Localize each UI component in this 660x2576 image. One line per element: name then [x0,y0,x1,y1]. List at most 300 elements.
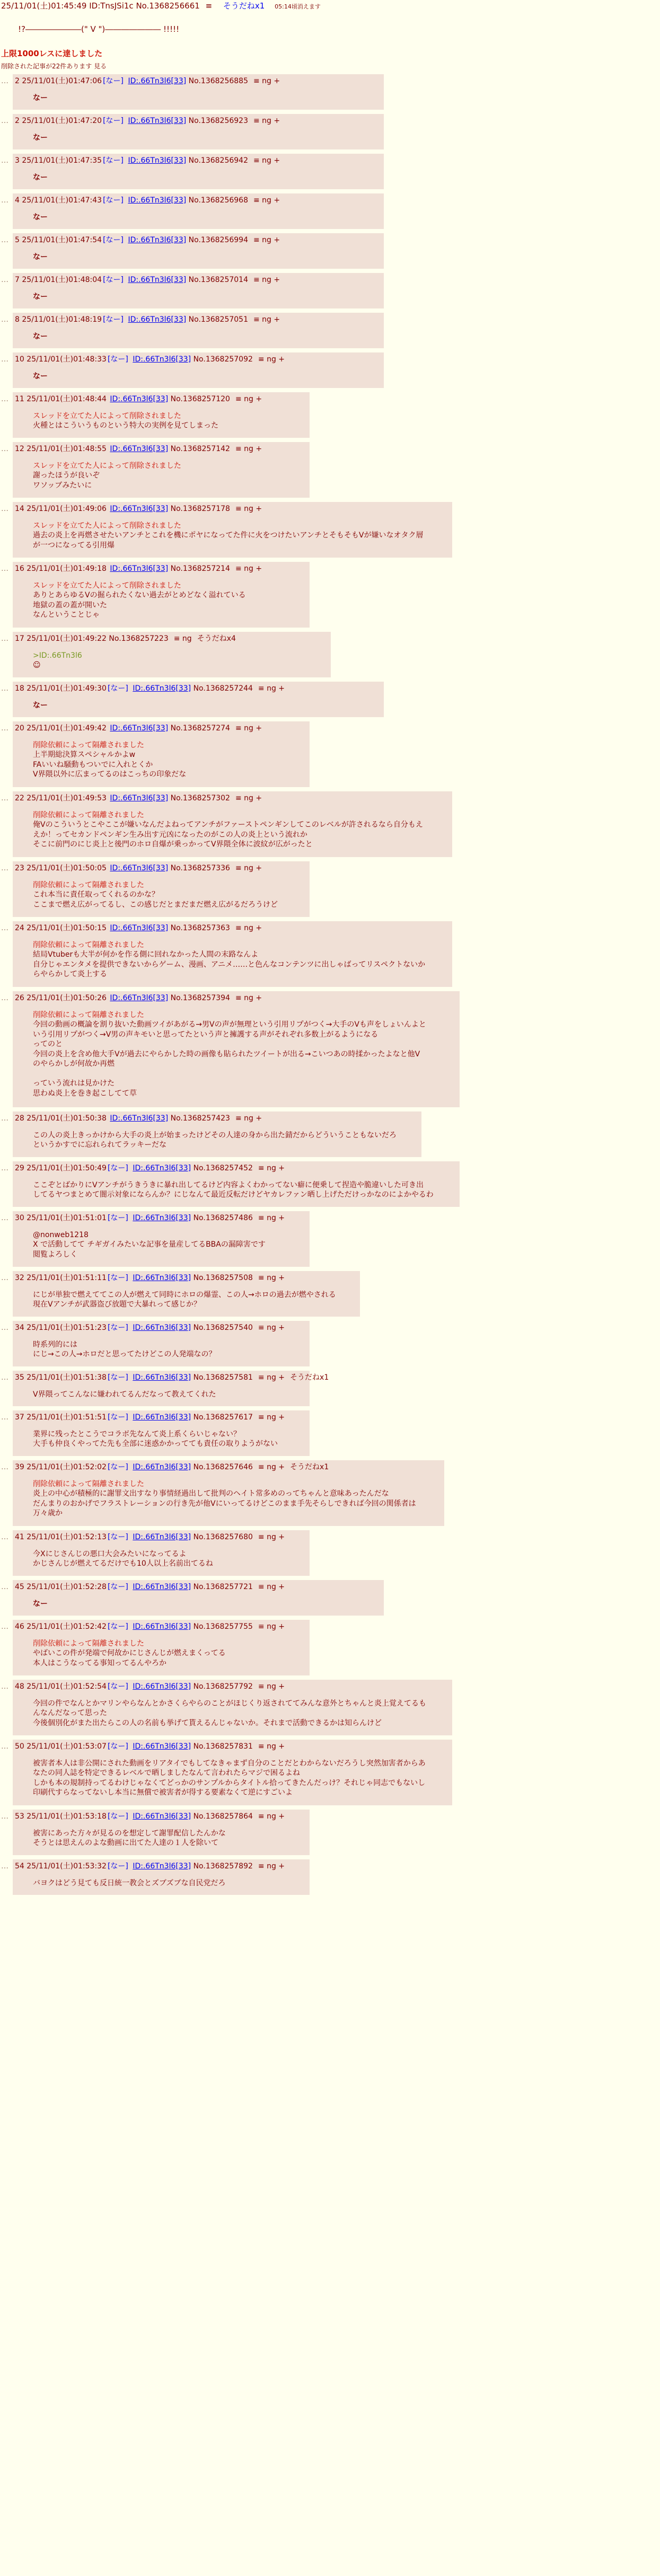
reply-header [15,444,262,454]
reply-box [13,562,310,628]
reply-number: 30 [15,1214,24,1222]
reply-actions[interactable]: ≡ ng + [253,196,280,205]
reply-box [13,392,310,438]
reply-body-line: なー [33,173,48,182]
reply-id[interactable]: ID:.66Tn3l6[33] [110,994,169,1002]
reply-actions[interactable]: ≡ ng + [258,1862,285,1871]
reply-indent-marker: … [1,276,8,284]
reply-actions[interactable]: ≡ ng [173,634,192,643]
reply-naa-tag[interactable]: [なー] [103,77,124,85]
reply-row [0,1740,660,1805]
reply-soudane-button[interactable]: そうだねx1 [290,1463,329,1471]
reply-id[interactable]: ID:.66Tn3l6[33] [133,1862,191,1871]
reply-actions[interactable]: ≡ ng + [253,276,280,284]
reply-actions[interactable]: ≡ ng + [258,1373,285,1382]
reply-body-line: っていう流れは見かけた [33,1079,115,1088]
reply-id[interactable]: ID:.66Tn3l6[33] [133,1622,191,1631]
reply-header [15,1742,285,1751]
reply-date: 25/11/01(土)01:48:19 [22,315,102,324]
reply-box [13,682,384,717]
reply-date: 25/11/01(土)01:51:51 [27,1413,107,1422]
reply-id[interactable]: ID:.66Tn3l6[33] [110,924,169,932]
reply-date: 25/11/01(土)01:49:22 [27,634,107,643]
reply-id[interactable]: ID:.66Tn3l6[33] [133,1812,191,1821]
reply-header [15,275,280,285]
reply-no[interactable]: No.1368257831 [193,1742,253,1751]
reply-box [13,1211,310,1267]
reply-number: 26 [15,994,24,1002]
reply-row [0,861,660,917]
reply-body-line: が一つになってる引用爆 [33,541,115,550]
reply-naa-tag[interactable]: [なー] [107,1742,128,1751]
reply-number: 14 [15,505,24,513]
reply-row [0,1460,660,1526]
reply-body-line: だんまりのおかげでフラストレーションの行き先が他Vにいってるけどこのまま手先そらしできれば今回の関係者は [33,1499,416,1508]
reply-row [0,273,660,308]
reply-naa-tag[interactable]: [なー] [103,156,124,165]
reply-actions[interactable]: ≡ ng + [253,236,280,244]
reply-id[interactable]: ID:.66Tn3l6[33] [133,1373,191,1382]
reply-row [0,721,660,787]
reply-row [0,154,660,189]
reply-box [13,1410,310,1456]
reply-indent-marker: … [1,1164,8,1172]
reply-box [13,1321,310,1366]
reply-row [0,1371,660,1406]
reply-body [33,411,218,431]
reply-number: 10 [15,355,24,364]
reply-box [13,193,384,229]
reply-row [0,1810,660,1855]
reply-actions[interactable]: ≡ ng + [258,1622,285,1631]
reply-id[interactable]: ID:.66Tn3l6[33] [128,196,187,205]
reply-indent-marker: … [1,315,8,324]
reply-body [33,1878,225,1888]
reply-row [0,1111,660,1157]
reply-naa-tag[interactable]: [なー] [103,315,124,324]
reply-box [13,233,384,269]
reply-soudane-button[interactable]: そうだねx1 [290,1373,329,1382]
reply-date: 25/11/01(土)01:48:04 [22,276,102,284]
reply-indent-marker: … [1,156,8,165]
reply-naa-tag[interactable]: [なー] [107,1682,128,1691]
reply-naa-tag[interactable]: [なー] [107,1373,128,1382]
reply-body-line: 地獄の蓋の蓋が開いた [33,601,107,610]
reply-naa-tag[interactable]: [なー] [107,1324,128,1332]
reply-no[interactable]: No.1368257336 [170,864,230,872]
reply-actions[interactable]: ≡ ng + [235,924,262,932]
reply-row [0,313,660,348]
reply-naa-tag[interactable]: [なー] [107,1274,128,1282]
reply-indent-marker: … [1,684,8,693]
reply-body-line: そうとは思えんのよな動画に出てた人達の１人を除いて [33,1839,218,1848]
reply-number: 23 [15,864,24,872]
reply-body [33,213,48,222]
reply-id[interactable]: ID:.66Tn3l6[33] [133,1533,191,1541]
reply-body-line: 削除依頼によって隔離されました [33,1639,144,1648]
reply-no[interactable]: No.1368257792 [193,1682,253,1691]
reply-no[interactable]: No.1368257452 [193,1164,253,1172]
reply-indent-marker: … [1,1583,8,1591]
reply-actions[interactable]: ≡ ng + [258,684,285,693]
reply-body-line: してるヤつまとめて闇示対象にならんか？にじなんて最近反転だけどヤカレファン晒し上げただけっかなのによかやるわ [33,1190,434,1199]
reply-header [15,76,280,86]
reply-no[interactable]: No.1368257680 [193,1533,253,1541]
reply-number: 20 [15,724,24,733]
reply-indent-marker: … [1,1214,8,1222]
reply-id[interactable]: ID:.66Tn3l6[33] [133,684,191,693]
reply-id[interactable]: ID:.66Tn3l6[33] [128,156,187,165]
reply-id[interactable]: ID:.66Tn3l6[33] [128,77,187,85]
reply-body-line: なー [33,94,48,102]
reply-number: 2 [15,77,20,85]
reply-box [13,1740,452,1805]
reply-body-line: >ID:.66Tn3l6 [33,651,82,660]
reply-header [15,724,262,733]
reply-box [13,313,384,348]
reply-id[interactable]: ID:.66Tn3l6[33] [133,1742,191,1751]
reply-actions[interactable]: ≡ ng + [258,1214,285,1222]
reply-body-line: 削除依頼によって隔離されました [33,881,144,889]
reply-header [15,1812,285,1821]
reply-actions[interactable]: ≡ ng + [258,355,285,364]
reply-body-line: なー [33,332,48,341]
reply-no[interactable]: No.1368257423 [170,1114,230,1123]
reply-naa-tag[interactable]: [なー] [107,1164,128,1172]
reply-no[interactable]: No.1368256885 [188,77,248,85]
reply-no[interactable]: No.1368257142 [170,445,230,453]
reply-actions[interactable]: ≡ ng + [258,1742,285,1751]
reply-body-line: 炎上の中心が積極的に謝罪文出すなり事情経過出して批判のヘイト常多めのってちゃんと意味あったんだな [33,1489,389,1498]
reply-date: 25/11/01(土)01:50:15 [27,924,107,932]
reply-actions[interactable]: ≡ ng + [235,564,262,573]
reply-no[interactable]: No.1368257363 [170,924,230,932]
reply-date: 25/11/01(土)01:47:54 [22,236,102,244]
reply-indent-marker: … [1,355,8,364]
reply-header [15,1413,285,1422]
reply-body-line: 本人はこうなってる事知ってるんやろか [33,1658,166,1668]
reply-box [13,921,452,987]
reply-header [15,684,285,693]
op-header [1,1,658,12]
reply-indent-marker: … [1,794,8,802]
reply-body [33,1180,434,1200]
reply-actions[interactable]: ≡ ng + [258,1164,285,1172]
reply-header [15,235,280,245]
reply-naa-tag[interactable]: [なー] [107,1214,128,1222]
reply-id[interactable]: ID:.66Tn3l6[33] [128,236,187,244]
reply-body [33,372,48,381]
reply-no[interactable]: No.1368257214 [170,564,230,573]
reply-naa-tag[interactable]: [なー] [103,236,124,244]
reply-date: 25/11/01(土)01:47:06 [22,77,102,85]
reply-body-line: 閲覧よろしく [33,1250,77,1259]
reply-no[interactable]: No.1368257581 [193,1373,253,1382]
reply-naa-tag[interactable]: [なー] [103,117,124,125]
reply-row [0,502,660,558]
reply-header [15,1373,329,1382]
reply-naa-tag[interactable]: [なー] [107,1583,128,1591]
op-date: 25/11/01(土)01:45:49 [1,1,87,11]
reply-body-line: なー [33,372,48,381]
reply-actions[interactable]: ≡ ng + [258,1463,285,1471]
limit-sub-notice[interactable]: 削除された記事が22件あります 見る [1,63,107,70]
reply-id[interactable]: ID:.66Tn3l6[33] [133,1463,191,1471]
reply-no[interactable]: No.1368257721 [193,1583,253,1591]
reply-body-line: ここまで燃え広がってるし、この感じだとまだまだ燃え広がるだろうけど [33,900,278,909]
reply-no[interactable]: No.1368256994 [188,236,248,244]
reply-naa-tag[interactable]: [なー] [107,1413,128,1422]
limit-notice: 上限1000レスに達しました [1,49,103,58]
reply-no[interactable]: No.1368257092 [193,355,253,364]
reply-actions[interactable]: ≡ ng + [253,77,280,85]
reply-indent-marker: … [1,1274,8,1282]
reply-no[interactable]: No.1368257302 [170,794,230,802]
reply-id[interactable]: ID:.66Tn3l6[33] [110,1114,169,1123]
reply-body-line: 今Xにじさんじの悪口大会みたいになってるよ [33,1550,187,1558]
reply-actions[interactable]: ≡ ng + [253,156,280,165]
reply-no[interactable]: No.1368257617 [193,1413,253,1422]
reply-indent-marker: … [1,1114,8,1123]
op-soudane-button[interactable]: そうだねx1 [223,1,265,11]
reply-number: 53 [15,1812,24,1821]
reply-number: 16 [15,564,24,573]
reply-actions[interactable]: ≡ ng + [253,117,280,125]
reply-box [13,1111,421,1157]
reply-indent-marker: … [1,445,8,453]
reply-body-line: んなんだなって思った [33,1709,107,1718]
reply-body-line: 大手も仲良くやってた先も全部に迷惑かかってても責任の取りようがない [33,1440,278,1449]
reply-date: 25/11/01(土)01:51:38 [27,1373,107,1382]
reply-box [13,273,384,308]
reply-no[interactable]: No.1368257486 [193,1214,253,1222]
reply-number: 11 [15,395,24,403]
reply-row [0,193,660,229]
reply-row [0,991,660,1107]
reply-body-line: 印刷代すらなってないし本当に無償で被害者が得する要素なくて逆にすごいよ [33,1788,293,1797]
reply-body-line: なたの同人誌を特定できるレベルで晒しましたなんて言われたらマジで困るよね [33,1769,300,1778]
reply-indent-marker: … [1,724,8,733]
reply-body [33,252,48,262]
reply-no[interactable]: No.1368257223 [109,634,169,643]
reply-id[interactable]: ID:.66Tn3l6[33] [110,395,169,403]
reply-no[interactable]: No.1368257178 [170,505,230,513]
reply-date: 25/11/01(土)01:52:42 [27,1622,107,1631]
reply-naa-tag[interactable]: [なー] [103,276,124,284]
reply-body-line: ここぞとばかりにVアンチがうきうきに暴れ出してるけど内容よくわかってない癖に便乗して捏造や脆違いした可き出 [33,1181,424,1189]
op-no[interactable]: No.1368256661 [136,1,200,11]
reply-no[interactable]: No.1368257864 [193,1812,253,1821]
reply-id[interactable]: ID:.66Tn3l6[33] [110,505,169,513]
reply-number: 37 [15,1413,24,1422]
reply-body-line: にじが単独で燃えててこの人が燃えて同時にホロの爆霊、この人→ホロの過去が燃やされる [33,1291,336,1299]
reply-id[interactable]: ID:.66Tn3l6[33] [133,1274,191,1282]
reply-body-line: 俺Vのこういうとこやここが嫌いなんだよねってアンチがファーストペンギンしてこのレベルが許されるなら自分もえ [33,821,423,830]
reply-header [15,156,280,165]
reply-date: 25/11/01(土)01:52:02 [27,1463,107,1471]
reply-id[interactable]: ID:.66Tn3l6[33] [128,276,187,284]
reply-actions[interactable]: ≡ ng + [253,315,280,324]
reply-no[interactable]: No.1368257540 [193,1324,253,1332]
reply-id[interactable]: ID:.66Tn3l6[33] [133,355,191,364]
reply-indent-marker: … [1,395,8,403]
reply-body-line: らやらかして炎上する [33,970,107,979]
reply-id[interactable]: ID:.66Tn3l6[33] [110,724,169,733]
reply-number: 12 [15,445,24,453]
reply-id[interactable]: ID:.66Tn3l6[33] [133,1583,191,1591]
reply-date: 25/11/01(土)01:50:38 [27,1114,107,1123]
reply-row [0,1410,660,1456]
reply-date: 25/11/01(土)01:50:49 [27,1164,107,1172]
reply-actions[interactable]: ≡ ng + [258,1682,285,1691]
reply-date: 25/11/01(土)01:51:23 [27,1324,107,1332]
reply-header [15,1114,262,1123]
reply-box [13,1810,310,1855]
reply-body-line: 削除依頼によって隔離されました [33,1480,144,1488]
reply-number: 48 [15,1682,24,1691]
reply-body [33,1479,416,1519]
reply-date: 25/11/01(土)01:48:55 [27,445,107,453]
reply-body-line: えか！ってセカンドペンギン生み出す元凶になったのがこの人の炎上という流れか [33,830,307,839]
reply-body-line: 自分じゃエンタメを提供できないからゲーム、漫画、アニメ……と色んなコンテンツに出しゃばってリスペクトないか [33,960,426,969]
reply-body-line: V界隈以外に広まってるのはこっちの印象だな [33,770,187,779]
reply-number: 28 [15,1114,24,1123]
reply-actions[interactable]: ≡ ng + [235,864,262,872]
reply-row [0,1271,660,1317]
reply-body [33,1010,426,1098]
reply-actions[interactable]: ≡ ng + [258,1583,285,1591]
reply-header [15,1862,285,1871]
reply-actions[interactable]: ≡ ng + [235,994,262,1002]
reply-body [33,880,278,910]
reply-id[interactable]: ID:.66Tn3l6[33] [110,794,169,802]
reply-no[interactable]: No.1368257120 [170,395,230,403]
reply-no[interactable]: No.1368256968 [188,196,248,205]
reply-id[interactable]: ID:.66Tn3l6[33] [110,564,169,573]
reply-id[interactable]: ID:.66Tn3l6[33] [133,1214,191,1222]
reply-actions[interactable]: ≡ ng + [235,505,262,513]
reply-actions[interactable]: ≡ ng + [235,724,262,733]
reply-body-line: ってのと [33,1040,63,1049]
reply-no[interactable]: No.1368257892 [193,1862,253,1871]
reply-indent-marker: … [1,1622,8,1631]
reply-row [0,682,660,717]
reply-naa-tag[interactable]: [なー] [107,1463,128,1471]
reply-no[interactable]: No.1368257646 [193,1463,253,1471]
reply-indent-marker: … [1,77,8,85]
reply-body [33,1340,216,1360]
reply-row [0,1530,660,1576]
reply-body [33,1290,336,1310]
reply-indent-marker: … [1,505,8,513]
reply-date: 25/11/01(土)01:53:07 [27,1742,107,1751]
reply-no[interactable]: No.1368257508 [193,1274,253,1282]
reply-header [15,1323,285,1333]
reply-body-line: 業界に残ったとこうでコラボ先なんて炎上系くらいじゃない？ [33,1430,241,1439]
reply-number: 4 [15,196,20,205]
reply-naa-tag[interactable]: [なー] [103,196,124,205]
reply-number: 8 [15,315,20,324]
reply-row [0,352,660,388]
reply-naa-tag[interactable]: [なー] [107,1862,128,1871]
reply-body-line: 時系列的には [33,1340,77,1349]
reply-no[interactable]: No.1368257244 [193,684,253,693]
reply-body-line: 削除依頼によって隔離されました [33,1011,144,1019]
reply-actions[interactable]: ≡ ng + [258,1324,285,1332]
reply-body-line: なー [33,213,48,222]
menu-icon[interactable]: ≡ [205,1,213,11]
reply-header [15,1532,285,1542]
reply-actions[interactable]: ≡ ng + [258,1533,285,1541]
reply-actions[interactable]: ≡ ng + [235,1114,262,1123]
reply-actions[interactable]: ≡ ng + [235,794,262,802]
reply-header [15,564,262,574]
reply-indent-marker: … [1,1742,8,1751]
reply-actions[interactable]: ≡ ng + [235,445,262,453]
reply-id[interactable]: ID:.66Tn3l6[33] [128,117,187,125]
reply-body-line: 削除依頼によって隔離されました [33,741,144,749]
reply-id[interactable]: ID:.66Tn3l6[33] [133,1682,191,1691]
reply-id[interactable]: ID:.66Tn3l6[33] [133,1413,191,1422]
reply-actions[interactable]: ≡ ng + [235,395,262,403]
reply-id[interactable]: ID:.66Tn3l6[33] [128,315,187,324]
reply-indent-marker: … [1,236,8,244]
reply-body-line: 現在Vアンチが武器盗び放題で大暴れって感じか？ [33,1300,201,1309]
reply-number: 35 [15,1373,24,1382]
reply-no[interactable]: No.1368256942 [188,156,248,165]
reply-row [0,921,660,987]
reply-naa-tag[interactable]: [なー] [107,1533,128,1541]
reply-naa-tag[interactable]: [なー] [107,1812,128,1821]
reply-number: 41 [15,1533,24,1541]
reply-date: 25/11/01(土)01:49:30 [27,684,107,693]
reply-number: 22 [15,794,24,802]
reply-date: 25/11/01(土)01:47:43 [22,196,102,205]
reply-naa-tag[interactable]: [なー] [107,355,128,364]
reply-no[interactable]: No.1368257274 [170,724,230,733]
reply-body-line: 削除依頼によって隔離されました [33,811,144,819]
reply-no[interactable]: No.1368257014 [188,276,248,284]
reply-id[interactable]: ID:.66Tn3l6[33] [110,864,169,872]
reply-body-line: 思わぬ炎上を巻き起こしてて草 [33,1089,137,1098]
op-expires: 05:14頃消えます [275,3,321,10]
reply-id[interactable]: ID:.66Tn3l6[33] [133,1324,191,1332]
reply-no[interactable]: No.1368257051 [188,315,248,324]
reply-id[interactable]: ID:.66Tn3l6[33] [110,445,169,453]
reply-naa-tag[interactable]: [なー] [107,684,128,693]
reply-number: 39 [15,1463,24,1471]
reply-no[interactable]: No.1368256923 [188,117,248,125]
reply-actions[interactable]: ≡ ng + [258,1274,285,1282]
reply-no[interactable]: No.1368257394 [170,994,230,1002]
reply-body-line: なー [33,134,48,142]
reply-body-line: V界隈ってこんなに嫌われてるんだなって教えてくれた [33,1390,216,1399]
reply-row [0,632,660,677]
reply-row [0,1580,660,1616]
reply-header [15,993,262,1003]
reply-number: 46 [15,1622,24,1631]
reply-body-line: バヨクはどう見ても反日統一教会とズブズブな自民党だろ [33,1879,226,1887]
reply-actions[interactable]: ≡ ng + [258,1413,285,1422]
reply-no[interactable]: No.1368257755 [193,1622,253,1631]
reply-actions[interactable]: ≡ ng + [258,1812,285,1821]
reply-body-line: 今回の動画の概論を割り抜いた動画ツイがあがる→男Vの声が無理という引用リプがつく→大手のVも声をしょいんよと [33,1020,426,1029]
reply-id[interactable]: ID:.66Tn3l6[33] [133,1164,191,1172]
reply-soudane-button[interactable]: そうだねx4 [197,634,236,643]
reply-header [15,1462,329,1472]
reply-naa-tag[interactable]: [なー] [107,1622,128,1631]
reply-number: 54 [15,1862,24,1871]
